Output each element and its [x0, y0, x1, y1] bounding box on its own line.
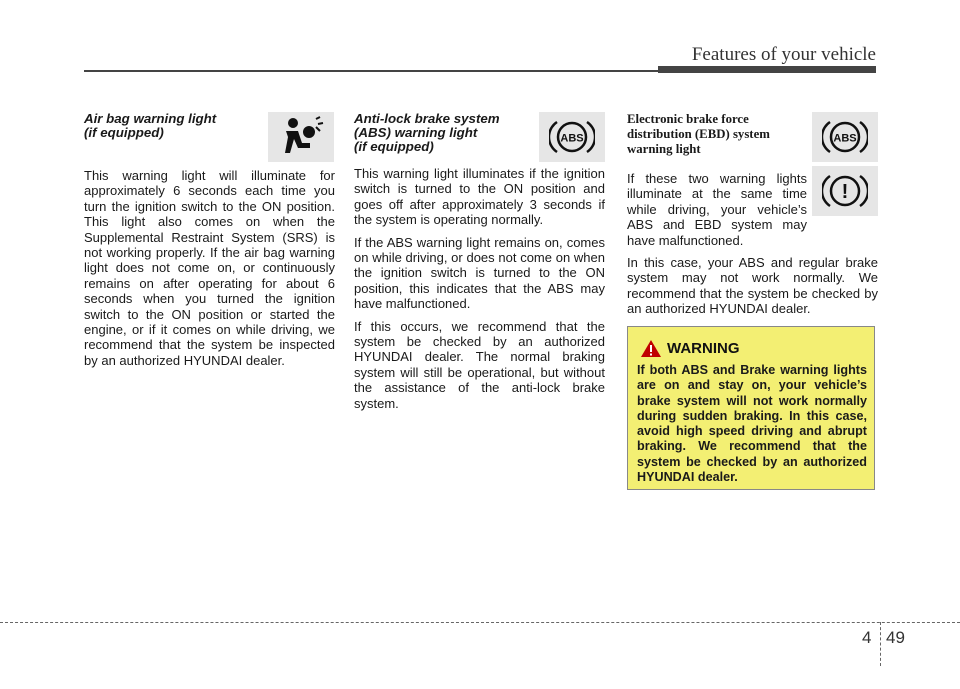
airbag-paragraph: This warning light will illuminate for approximately 6 seconds each time you turn the ignition switch to the ON position. This light also comes on when the Supplemental Restraint System (SRS) is not working properly. If the air bag warning light does not come on, or continuously remains on after operating for about 6 seconds when you turned the ignition switch to the ON position or started the engine, or if it comes on while driving, we recommend that the system be inspected by an authorized HYUNDAI dealer. [84, 168, 335, 368]
abs-paragraph-3: If this occurs, we recommend that the system be checked by an authorized HYUNDAI dealer. The normal braking system will still be operational, but without the assistance of the anti-lock brake system. [354, 318, 605, 411]
abs-paragraph-1: This warning light illuminates if the ignition switch is turned to the ON position and goes off after approximately 3 seconds if the system is operating normally. [354, 166, 605, 228]
abs-heading: Anti-lock brake system (ABS) warning light (if equipped) [354, 111, 500, 154]
ebd-paragraph-1: If these two warning lights illuminate at the same time while driving, your vehicle’s ABS and EBD system may have malfunctioned. [627, 171, 807, 248]
ebd-heading: Electronic brake force distribution (EBD) system warning light [627, 112, 770, 156]
section-title: Features of your vehicle [691, 44, 876, 65]
abs-paragraph-2: If the ABS warning light remains on, comes on while driving, or does not come on when the ignition switch is turned to the ON position, this indicates that the ABS may have malfunctioned. [354, 234, 605, 312]
warning-box [627, 326, 875, 490]
ebd-abs-warning-icon [812, 112, 878, 162]
warning-body: If both ABS and Brake warning lights are on and stay on, your vehicle’s brake system will not work normally during sudden braking. In this case, avoid high speed driving and abrupt braking. We recommend that the system be checked by an authorized HYUNDAI dealer. [637, 363, 867, 485]
warning-title: WARNING [667, 340, 740, 357]
chapter-number: 4 [862, 628, 872, 647]
footer-divider [880, 622, 881, 666]
header-rule-accent [658, 66, 876, 73]
warning-header [640, 339, 740, 358]
footer-rule [0, 622, 960, 623]
ebd-paragraph-2: In this case, your ABS and regular brake system may not work normally. We recommend that the system be checked by an authorized HYUNDAI dealer. [627, 255, 878, 317]
brake-warning-icon [812, 166, 878, 216]
abs-warning-icon [539, 112, 605, 162]
page-number: 49 [886, 628, 905, 647]
ebd-abs-icon-text: ABS [833, 132, 857, 145]
airbag-warning-icon [268, 112, 334, 162]
airbag-heading: Air bag warning light (if equipped) [84, 111, 217, 140]
abs-icon-text: ABS [560, 132, 584, 145]
warning-triangle-icon [640, 339, 662, 358]
brake-icon-text: ! [841, 181, 849, 203]
